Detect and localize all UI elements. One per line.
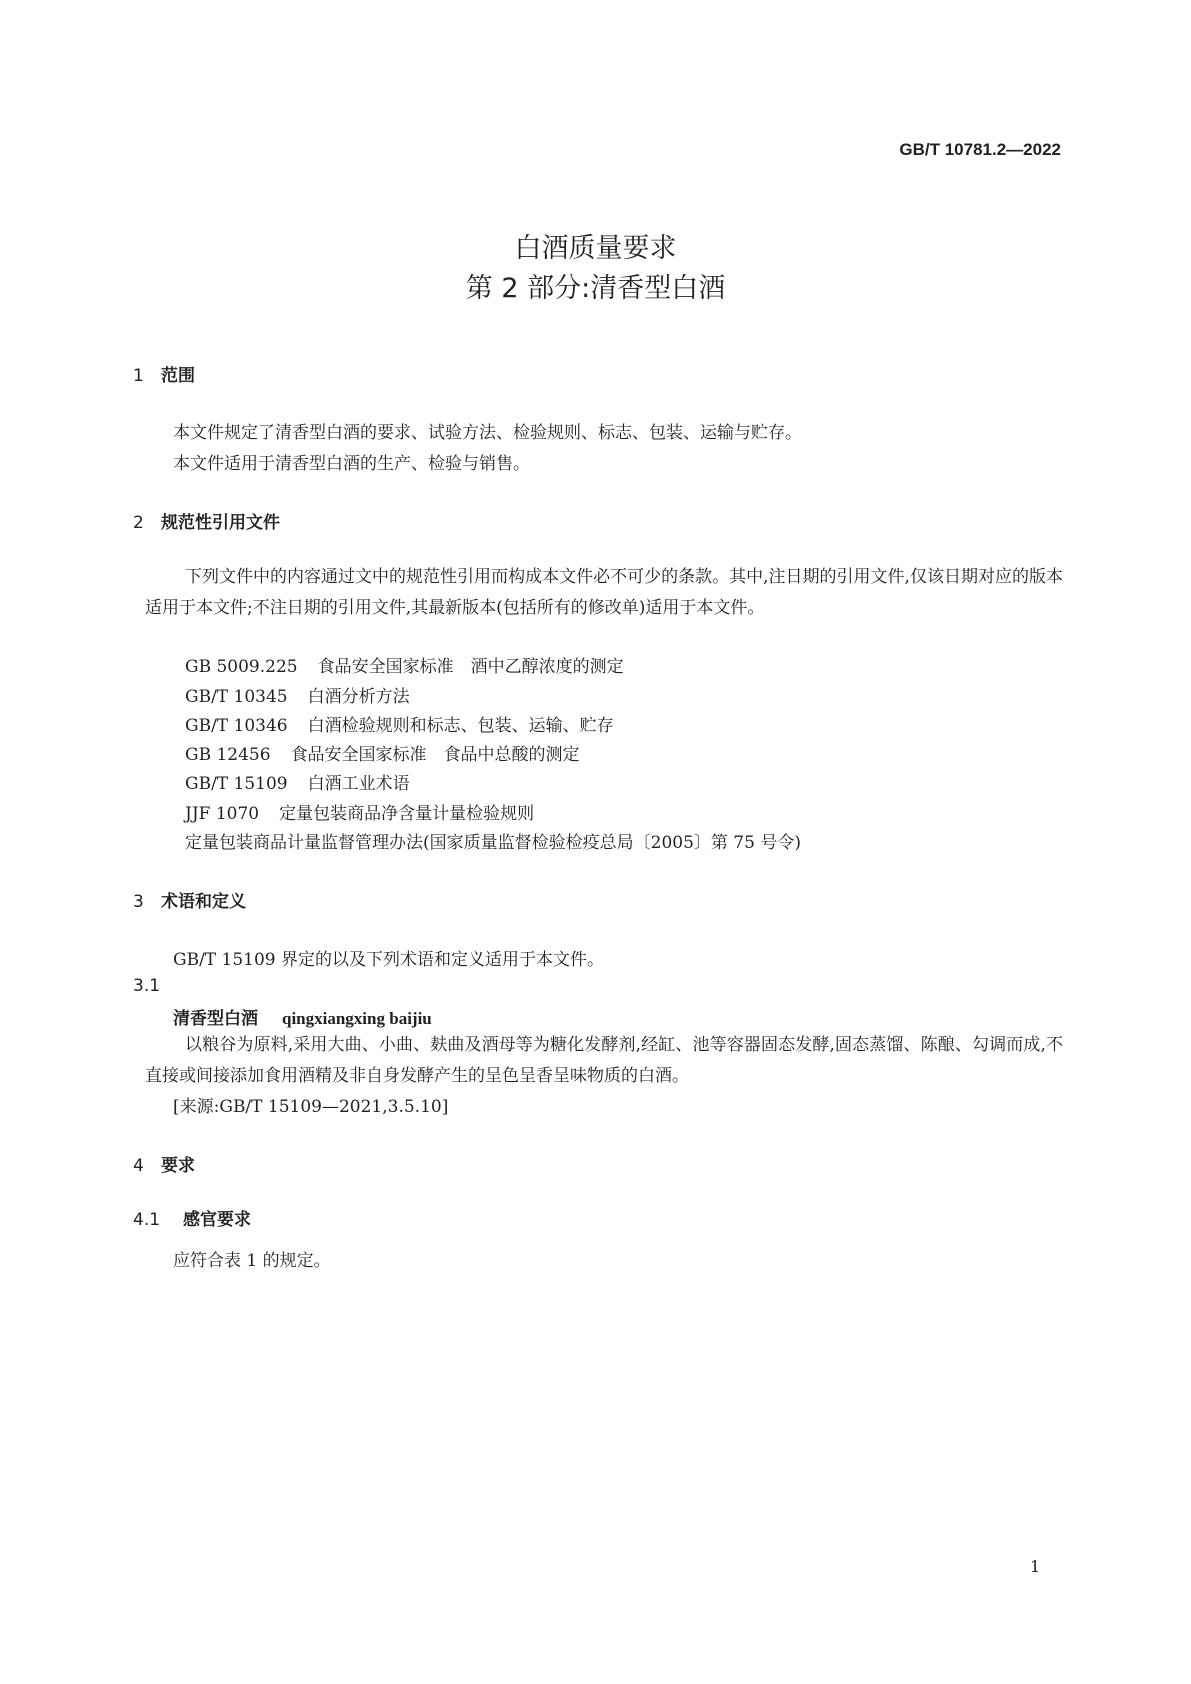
- page-number: 1: [1030, 1557, 1041, 1576]
- term-source: [来源:GB/T 15109—2021,3.5.10]: [173, 1097, 449, 1117]
- reference-title: 食品安全国家标准 食品中总酸的测定: [290, 745, 580, 765]
- section-title: 要求: [161, 1156, 195, 1176]
- section-1-heading: [133, 361, 195, 386]
- references-intro: 下列文件中的内容通过文中的规范性引用而构成本文件必不可少的条款。其中,注日期的引用文件,仅该日期对应的版本适用于本文件;不注日期的引用文件,其最新版本(包括所有的修改单)适用于本文件。: [145, 567, 1063, 618]
- section-number: 1: [133, 366, 144, 386]
- section-title: 术语和定义: [161, 892, 246, 912]
- paragraph: 应符合表 1 的规定。: [173, 1251, 331, 1271]
- reference-code: GB/T 10346: [185, 716, 288, 736]
- reference-item: [185, 682, 410, 707]
- reference-title: 白酒分析方法: [307, 687, 410, 707]
- reference-item: [185, 711, 614, 736]
- document-subtitle: 第 2 部分:清香型白酒: [465, 273, 726, 304]
- section-number: 2: [133, 513, 144, 533]
- section-3-heading: [133, 887, 246, 912]
- reference-title: 白酒检验规则和标志、包装、运输、贮存: [307, 716, 614, 736]
- standard-code: GB/T 10781.2—2022: [899, 140, 1061, 159]
- section-number: 3: [133, 892, 144, 912]
- term-chinese: 清香型白酒: [173, 1009, 258, 1029]
- section-title: 范围: [161, 366, 195, 386]
- reference-item: [185, 799, 534, 824]
- reference-item: [185, 740, 580, 765]
- paragraph: 本文件适用于清香型白酒的生产、检验与销售。: [173, 454, 530, 474]
- term-english: qingxiangxing baijiu: [282, 1009, 432, 1028]
- subsection-number: 4.1: [133, 1210, 161, 1230]
- reference-item: [185, 769, 410, 794]
- reference-code: GB/T 15109: [185, 774, 288, 794]
- reference-code: GB 5009.225: [185, 657, 298, 677]
- reference-code: JJF 1070: [185, 804, 260, 824]
- paragraph: GB/T 15109 界定的以及下列术语和定义适用于本文件。: [173, 950, 605, 970]
- term-number: 3.1: [133, 976, 161, 996]
- subsection-title: 感官要求: [183, 1210, 251, 1230]
- reference-item: 定量包装商品计量监督管理办法(国家质量监督检验检疫总局〔2005〕第 75 号令): [185, 833, 801, 853]
- section-4-heading: [133, 1151, 195, 1176]
- section-number: 4: [133, 1156, 144, 1176]
- reference-title: 定量包装商品净含量计量检验规则: [279, 804, 535, 824]
- reference-title: 白酒工业术语: [307, 774, 410, 794]
- reference-item: [185, 652, 624, 677]
- document-title: 白酒质量要求: [514, 233, 677, 264]
- reference-code: GB/T 10345: [185, 687, 288, 707]
- reference-code: GB 12456: [185, 745, 271, 765]
- paragraph: 本文件规定了清香型白酒的要求、试验方法、检验规则、标志、包装、运输与贮存。: [173, 423, 802, 443]
- term-definition: 以粮谷为原料,采用大曲、小曲、麸曲及酒母等为糖化发酵剂,经缸、池等容器固态发酵,固态蒸馏、陈酿、勾调而成,不直接或间接添加食用酒精及非自身发酵产生的呈色呈香呈味物质的白酒。: [145, 1035, 1063, 1086]
- term-entry: [173, 1004, 432, 1029]
- subsection-4-1-heading: [133, 1205, 251, 1230]
- reference-title: 食品安全国家标准 酒中乙醇浓度的测定: [317, 657, 624, 677]
- section-title: 规范性引用文件: [161, 513, 280, 533]
- section-2-heading: [133, 508, 280, 533]
